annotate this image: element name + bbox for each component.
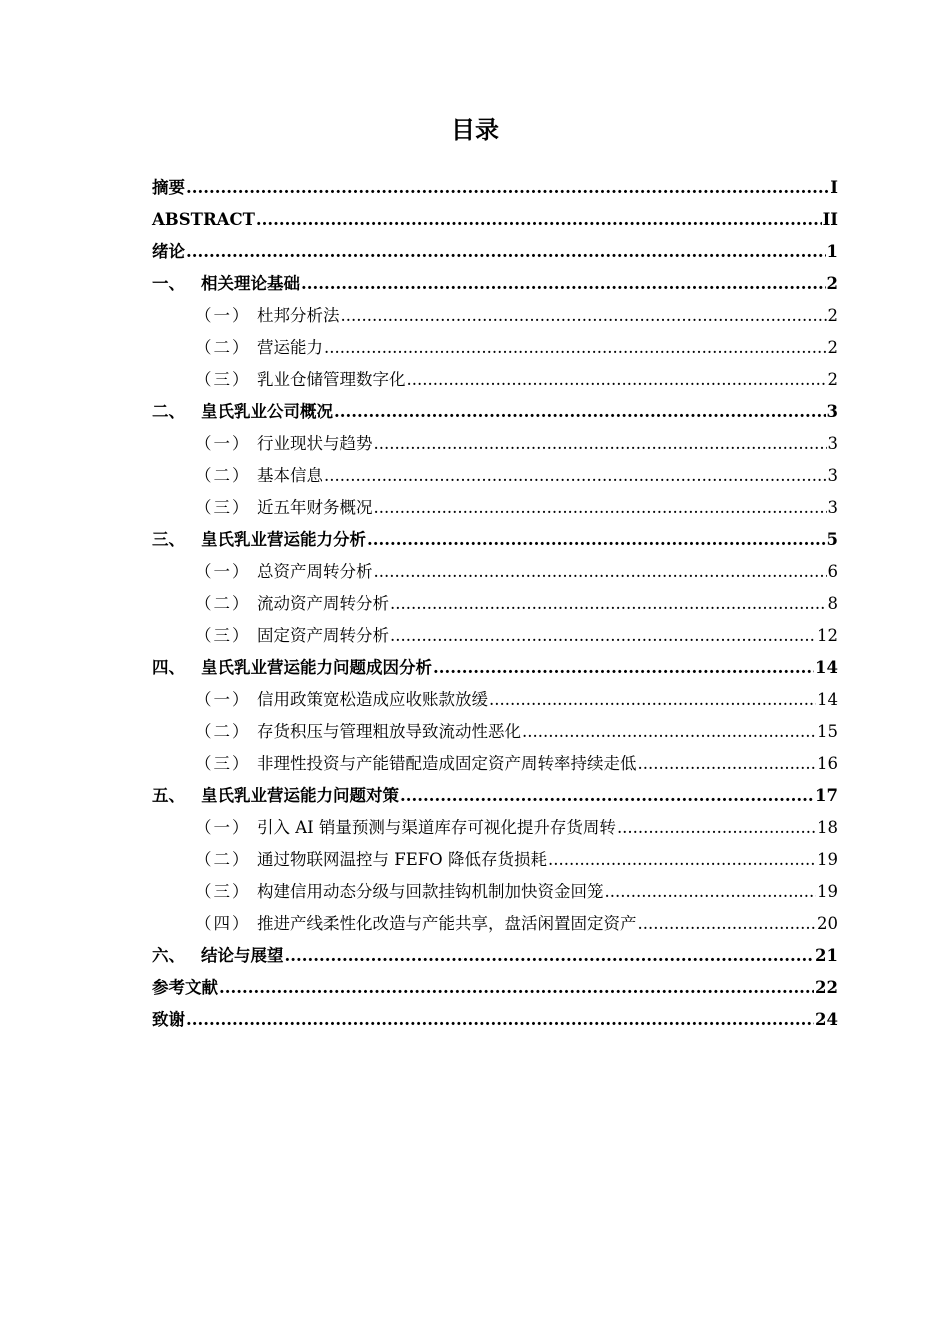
toc-entry[interactable] xyxy=(152,748,838,780)
toc-entry[interactable] xyxy=(152,172,838,204)
toc-entry-title: 行业现状与趋势 xyxy=(257,434,373,453)
toc-entry-title: 非理性投资与产能错配造成固定资产周转率持续走低 xyxy=(257,754,637,773)
dot-leader xyxy=(548,844,816,876)
toc-entry-page-number: 22 xyxy=(815,978,838,997)
toc-entry[interactable] xyxy=(152,1004,838,1036)
toc-entry-page-number: 16 xyxy=(817,754,838,773)
toc-entry-title: 结论与展望 xyxy=(201,946,284,965)
dot-leader xyxy=(186,1004,814,1036)
toc-entry[interactable] xyxy=(152,492,838,524)
toc-entry[interactable] xyxy=(152,972,838,1004)
toc-entry-number: （二） xyxy=(195,466,251,485)
toc-entry-title: ABSTRACT xyxy=(152,210,255,229)
toc-entry-number: 三、 xyxy=(152,530,185,549)
toc-entry-page-number: 14 xyxy=(817,690,838,709)
toc-entry[interactable] xyxy=(152,780,838,812)
dot-leader xyxy=(638,748,817,780)
dot-leader xyxy=(374,428,827,460)
dot-leader xyxy=(638,908,817,940)
toc-entry[interactable] xyxy=(152,716,838,748)
dot-leader xyxy=(617,812,816,844)
toc-entry[interactable] xyxy=(152,428,838,460)
toc-entry-number: （三） xyxy=(195,498,251,517)
page-title: 目录 xyxy=(451,116,499,144)
dot-leader xyxy=(367,524,826,556)
toc-entry-page-number: 8 xyxy=(827,594,838,613)
dot-leader xyxy=(324,460,827,492)
toc-entry[interactable] xyxy=(152,268,838,300)
dot-leader xyxy=(522,716,816,748)
toc-entry-page-number: 20 xyxy=(817,914,838,933)
toc-entry-title: 总资产周转分析 xyxy=(257,562,373,581)
dot-leader xyxy=(341,300,827,332)
dot-leader xyxy=(256,204,822,236)
toc-entry-page-number: 18 xyxy=(817,818,838,837)
dot-leader xyxy=(285,940,815,972)
toc-entry-title: 皇氏乳业营运能力问题成因分析 xyxy=(201,658,432,677)
toc-entry-title: 固定资产周转分析 xyxy=(257,626,389,645)
toc-entry[interactable] xyxy=(152,812,838,844)
toc-entry-page-number: 2 xyxy=(827,370,838,389)
toc-entry-title: 流动资产周转分析 xyxy=(257,594,389,613)
toc-entry-title: 皇氏乳业营运能力问题对策 xyxy=(201,786,399,805)
toc-entry[interactable] xyxy=(152,332,838,364)
toc-entry-title: 营运能力 xyxy=(257,338,323,357)
dot-leader xyxy=(301,268,826,300)
toc-entry-page-number: 19 xyxy=(817,882,838,901)
toc-entry-page-number: 21 xyxy=(815,946,838,965)
toc-entry-title: 存货积压与管理粗放导致流动性恶化 xyxy=(257,722,521,741)
dot-leader xyxy=(407,364,827,396)
toc-entry[interactable] xyxy=(152,684,838,716)
dot-leader xyxy=(324,332,827,364)
toc-entry-number: （二） xyxy=(195,594,251,613)
toc-entry-page-number: 2 xyxy=(827,306,838,325)
dot-leader xyxy=(400,780,814,812)
dot-leader xyxy=(219,972,814,1004)
toc-entry[interactable] xyxy=(152,876,838,908)
toc-entry-title: 近五年财务概况 xyxy=(257,498,373,517)
dot-leader xyxy=(374,492,827,524)
toc-entry-title: 构建信用动态分级与回款挂钩机制加快资金回笼 xyxy=(257,882,604,901)
toc-entry[interactable] xyxy=(152,908,838,940)
toc-entry-page-number: 6 xyxy=(827,562,838,581)
dot-leader xyxy=(489,684,816,716)
toc-entry-page-number: 1 xyxy=(826,242,838,261)
toc-entry-title: 相关理论基础 xyxy=(201,274,300,293)
toc-entry[interactable] xyxy=(152,556,838,588)
toc-entry-number: （二） xyxy=(195,850,251,869)
toc-entry-title: 基本信息 xyxy=(257,466,323,485)
toc-entry[interactable] xyxy=(152,460,838,492)
dot-leader xyxy=(334,396,826,428)
toc-entry-title: 绪论 xyxy=(152,242,185,261)
toc-entry-title: 通过物联网温控与 FEFO 降低存货损耗 xyxy=(257,850,547,869)
toc-entry-title: 引入 AI 销量预测与渠道库存可视化提升存货周转 xyxy=(257,818,616,837)
toc-entry-number: （一） xyxy=(195,434,251,453)
toc-entry[interactable] xyxy=(152,364,838,396)
toc-entry[interactable] xyxy=(152,652,838,684)
toc-entry-number: （一） xyxy=(195,818,251,837)
toc-entry-title: 乳业仓储管理数字化 xyxy=(257,370,406,389)
toc-entry-number: （三） xyxy=(195,754,251,773)
toc-entry[interactable] xyxy=(152,844,838,876)
toc-entry-page-number: I xyxy=(830,178,838,197)
dot-leader xyxy=(374,556,827,588)
toc-entry-number: （三） xyxy=(195,370,251,389)
toc-entry-page-number: 14 xyxy=(815,658,838,677)
toc-entry-page-number: 24 xyxy=(815,1010,838,1029)
toc-entry-page-number: 17 xyxy=(815,786,838,805)
toc-entry-number: （一） xyxy=(195,690,251,709)
toc-entry-page-number: 3 xyxy=(827,434,838,453)
toc-entry-title: 参考文献 xyxy=(152,978,218,997)
toc-entry[interactable] xyxy=(152,524,838,556)
toc-entry[interactable] xyxy=(152,396,838,428)
toc-entry-page-number: 19 xyxy=(817,850,838,869)
toc-entry-page-number: 5 xyxy=(826,530,838,549)
toc-entry[interactable] xyxy=(152,204,838,236)
toc-entry-page-number: 12 xyxy=(817,626,838,645)
toc-entry-title: 皇氏乳业公司概况 xyxy=(201,402,333,421)
toc-entry-page-number: 3 xyxy=(827,466,838,485)
toc-entry[interactable] xyxy=(152,588,838,620)
toc-entry-page-number: 3 xyxy=(826,402,838,421)
toc-entry-page-number: 2 xyxy=(827,338,838,357)
dot-leader xyxy=(390,620,816,652)
toc-entry-number: 四、 xyxy=(152,658,185,677)
table-of-contents xyxy=(152,172,838,1036)
toc-entry-number: （三） xyxy=(195,626,251,645)
dot-leader xyxy=(390,588,827,620)
toc-entry-number: 二、 xyxy=(152,402,185,421)
toc-entry-number: 五、 xyxy=(152,786,185,805)
toc-entry-title: 致谢 xyxy=(152,1010,185,1029)
toc-entry-title: 摘要 xyxy=(152,178,185,197)
dot-leader xyxy=(605,876,817,908)
toc-entry-number: （四） xyxy=(195,914,251,933)
toc-entry-page-number: II xyxy=(822,210,838,229)
toc-entry-title: 杜邦分析法 xyxy=(257,306,340,325)
toc-entry[interactable] xyxy=(152,620,838,652)
toc-entry[interactable] xyxy=(152,236,838,268)
toc-entry-page-number: 15 xyxy=(817,722,838,741)
dot-leader xyxy=(433,652,814,684)
toc-entry-number: （二） xyxy=(195,338,251,357)
toc-entry-title: 信用政策宽松造成应收账款放缓 xyxy=(257,690,488,709)
toc-entry-number: 一、 xyxy=(152,274,185,293)
toc-entry-page-number: 2 xyxy=(826,274,838,293)
toc-entry-number: （三） xyxy=(195,882,251,901)
toc-entry-number: （二） xyxy=(195,722,251,741)
toc-entry-number: （一） xyxy=(195,562,251,581)
toc-entry-number: （一） xyxy=(195,306,251,325)
toc-entry-title: 推进产线柔性化改造与产能共享，盘活闲置固定资产 xyxy=(257,914,637,933)
toc-entry-page-number: 3 xyxy=(827,498,838,517)
toc-entry-number: 六、 xyxy=(152,946,185,965)
toc-entry[interactable] xyxy=(152,940,838,972)
dot-leader xyxy=(186,236,826,268)
toc-entry[interactable] xyxy=(152,300,838,332)
dot-leader xyxy=(186,172,829,204)
toc-entry-title: 皇氏乳业营运能力分析 xyxy=(201,530,366,549)
